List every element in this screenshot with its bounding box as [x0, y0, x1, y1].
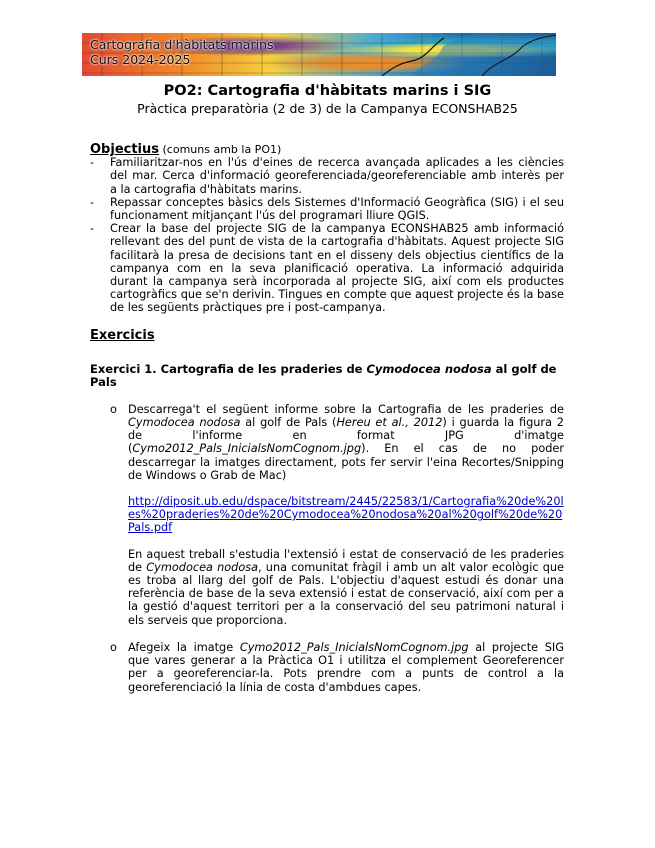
- banner-title: Cartografia d'hàbitats marins Curs 2024-2025: [90, 37, 274, 67]
- report-link[interactable]: http://diposit.ub.edu/dspace/bitstream/2445/22583/1/Cartografia%20de%20les%20praderies%20de%20Cymodocea%20nodosa%20al%20golf%20de%20Pals.pdf: [128, 495, 564, 535]
- list-item: - Familiaritzar-nos en l'ús d'eines de recerca avançada aplicades a les ciències del mar. Cerca d'informació georeferenciada/georeferenciable amb interès per a la cartografia d'hàbitats marins.: [90, 156, 564, 196]
- page-subtitle: Pràctica preparatòria (2 de 3) de la Campanya ECONSHAB25: [137, 101, 518, 116]
- list-item: o Afegeix la imatge Cymo2012_Pals_InicialsNomCognom.jpg al projecte SIG que vares generar a la Pràctica O1 i utilitza el complement Georeferencer per a georeferenciar-la. Pots prendre com a punts de control a la georeferenciació la línia de costa d'ambdues capes.: [110, 640, 564, 694]
- objectives-list: [90, 156, 564, 314]
- objectives-heading: Objectius: [90, 142, 159, 157]
- study-description: En aquest treball s'estudia l'extensió i estat de conservació de les praderies de Cymodocea nodosa, una comunitat fràgil i amb un alt valor ecològic que es troba al llarg del golf de Pals. L'objectiu d'aquest estudi és donar una referència de base de la seva extensió i estat de conservació, així com per a la gestió d'aquest territori per a la conservació del seu patrimoni natural i els serveis que proporciona.: [128, 547, 564, 627]
- list-item: - Repassar conceptes bàsics dels Sistemes d'Informació Geogràfica (SIG) i el seu funcionament mitjançant l'ús del programari lliure QGIS.: [90, 195, 564, 223]
- list-item: o Descarrega't el següent informe sobre la Cartografia de les praderies de Cymodocea nodosa al golf de Pals (Hereu et al., 2012) i guarda la figura 2 de l'informe en format JPG d'imatge (Cymo2012_Pals_InicialsNomCognom.jpg). En el cas de no poder descarregar la imatges directament, pots fer servir l'eina Recortes/Snipping de Windows o Grab de Mac) http://diposit.ub.edu/dspace/bitstream/2445/22583/1/Cartografia%20de%20les%20praderies%20de%20Cymodocea%20nodosa%20al%20golf%20de%20Pals.pdf En aquest treball s'estudia l'extensió i estat de conservació de les praderies de Cymodocea nodosa, una comunitat fràgil i amb un alt valor ecològic que es troba al llarg del golf de Pals. L'objectiu d'aquest estudi és donar una referència de base de la seva extensió i estat de conservació, així com per a la gestió d'aquest territori per a la conservació del seu patrimoni natural i els serveis que proporciona.: [110, 402, 564, 627]
- exercises-heading: Exercicis: [90, 327, 155, 343]
- list-item: - Crear la base del projecte SIG de la campanya ECONSHAB25 amb informació rellevant des del punt de vista de la cartografia d'hàbitats. Aquest projecte SIG facilitarà la presa de decisions tant en el disseny dels objectius científics de la campanya com en la seva planificació operativa. La informació adquirida durant la campanya serà incorporada al projecte SIG, així com els productes cartogràfics que se'n derivin. Tingues en compte que aquest projecte és la base de les següents pràctiques pre i post-campanya.: [90, 222, 564, 315]
- document-body: [90, 143, 564, 694]
- header-banner: [82, 33, 556, 76]
- step-2-text: Afegeix la imatge Cymo2012_Pals_InicialsNomCognom.jpg al projecte SIG que vares generar a la Pràctica O1 i utilitza el complement Georeferencer per a georeferenciar-la. Pots prendre com a punts de control a la georeferenciació la línia de costa d'ambdues capes.: [128, 640, 564, 694]
- page-title: PO2: Cartografia d'hàbitats marins i SIG: [163, 83, 492, 99]
- exercise-1-title: Exercici 1. Cartografia de les praderies de Cymodocea nodosa al golf de Pals: [90, 361, 557, 390]
- exercise-1-steps: [90, 403, 564, 694]
- objectives-note: (comuns amb la PO1): [159, 143, 282, 156]
- step-1-text: Descarrega't el següent informe sobre la Cartografia de les praderies de Cymodocea nodosa al golf de Pals (Hereu et al., 2012) i guarda la figura 2 de l'informe en format JPG d'imatge (Cymo2012_Pals_InicialsNomCognom.jpg). En el cas de no poder descarregar la imatges directament, pots fer servir l'eina Recortes/Snipping de Windows o Grab de Mac): [128, 402, 564, 482]
- exercises-heading-line: [90, 329, 564, 342]
- objectives-heading-line: [90, 143, 564, 156]
